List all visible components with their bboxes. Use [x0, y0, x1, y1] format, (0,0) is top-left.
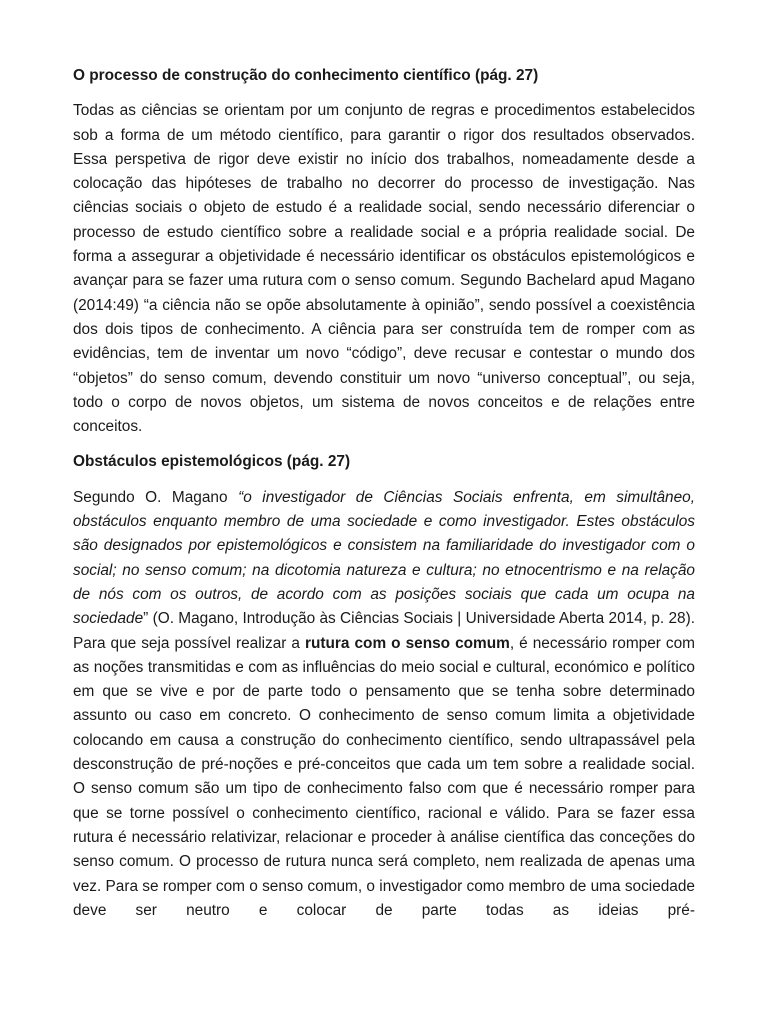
section-heading-epistemological-obstacles: Obstáculos epistemológicos (pág. 27): [73, 453, 351, 471]
paragraph-epistemological-obstacles: [73, 486, 695, 923]
citation-text: ” (O. Magano, Introdução às Ciências Sociais | Universidade Aberta 2014, p. 28). Para que seja possível realizar a: [73, 610, 695, 652]
magano-quote: “o investigador de Ciências Sociais enfrenta, em simultâneo, obstáculos enquanto membro de uma sociedade e como investigador. Estes obstáculos são designados por epistemológicos e consistem na familiaridade do investigador com o social; no senso comum; na dicotomia natureza e cultura; no etnocentrismo e na relação de nós com os outros, de acordo com as posições sociais que cada um ocupa na sociedade: [73, 488, 695, 628]
document-page: [73, 64, 695, 934]
paragraph-lead: Segundo O. Magano: [73, 488, 239, 506]
section-heading-scientific-knowledge: O processo de construção do conhecimento científico (pág. 27): [73, 67, 539, 84]
paragraph-scientific-knowledge: Todas as ciências se orientam por um conjunto de regras e procedimentos estabelecidos sob a forma de um método científico, para garantir o rigor dos resultados observados. Essa perspetiva de rigor deve existir no início dos trabalhos, nomeadamente desde a colocação das hipóteses de trabalho no decorrer do processo de investigação. Nas ciências sociais o objeto de estudo é a realidade social, sendo necessário diferenciar o processo de estudo científico sobre a realidade social e a própria realidade social. De forma a assegurar a objetividade é necessário identificar os obstáculos epistemológicos e avançar para se fazer uma rutura com o senso comum. Segundo Bachelard apud Magano (2014:49) “a ciência não se opõe absolutamente à opinião”, sendo possível a coexistência dos dois tipos de conhecimento. A ciência para ser construída tem de romper com as evidências, tem de inventar um novo “código”, deve recusar e contestar o mundo dos “objetos” do senso comum, devendo constituir um novo “universo conceptual”, ou seja, todo o corpo de novos objetos, um sistema de novos conceitos e de relações entre conceitos.: [73, 102, 695, 436]
emphasis-rutura: rutura com o senso comum: [305, 634, 510, 652]
paragraph-rest: , é necessário romper com as noções transmitidas e com as influências do meio social e cultural, económico e político em que se vive e por de parte todo o pensamento que se tenha sobre determinado assunto ou caso em concreto. O conhecimento de senso comum limita a objetividade colocando em causa a construção do conhecimento científico, sendo ultrapassável pela desconstrução de pré-noções e pré-conceitos que cada um tem sobre a realidade social. O senso comum são um tipo de conhecimento falso com que é necessário romper para que se torne possível o conhecimento científico, racional e válido. Para se fazer essa rutura é necessário relativizar, relacionar e proceder à análise científica das conceções do senso comum. O processo de rutura nunca será completo, nem realizada de apenas uma vez. Para se romper com o senso comum, o investigador como membro de uma sociedade deve ser neutro e colocar de parte todas as ideias pré-: [73, 634, 695, 919]
